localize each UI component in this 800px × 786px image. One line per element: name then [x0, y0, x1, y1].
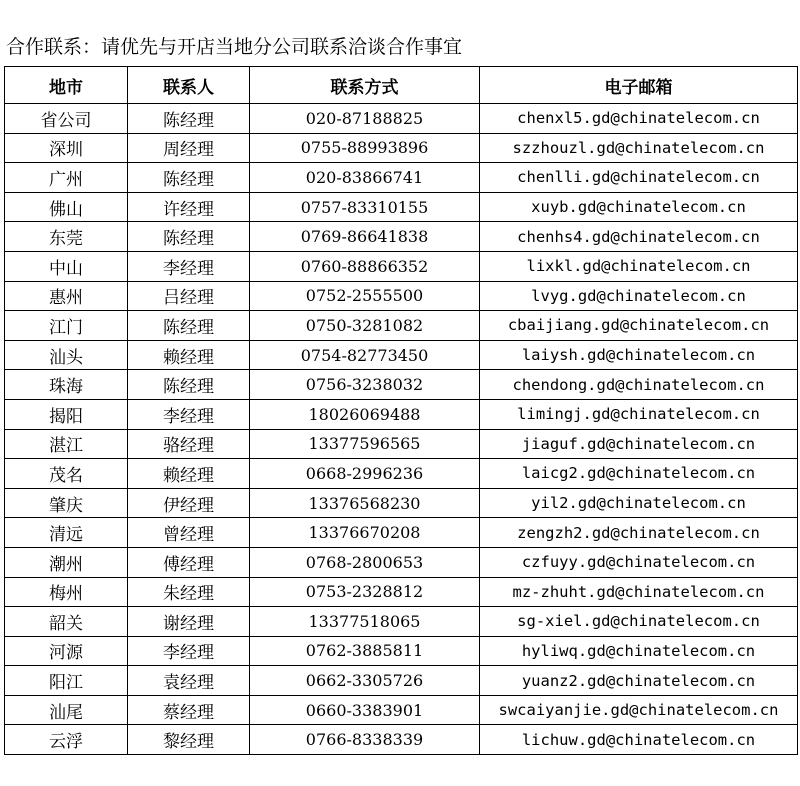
table-row: [5, 607, 798, 637]
header-city: 地市: [5, 67, 128, 104]
phone-cell: 0762-3885811: [250, 636, 480, 666]
email-cell: laicg2.gd@chinatelecom.cn: [480, 459, 798, 489]
email-cell: czfuyy.gd@chinatelecom.cn: [480, 547, 798, 577]
phone-cell: 0766-8338339: [250, 725, 480, 755]
table-row: [5, 192, 798, 222]
table-row: [5, 518, 798, 548]
phone-cell: 13377596565: [250, 429, 480, 459]
phone-cell: 0753-2328812: [250, 577, 480, 607]
phone-cell: 0752-2555500: [250, 281, 480, 311]
table-row: [5, 104, 798, 134]
city-cell: 省公司: [5, 104, 128, 134]
contact-person-cell: 傅经理: [128, 547, 250, 577]
header-email: 电子邮箱: [480, 67, 798, 104]
contact-person-cell: 陈经理: [128, 311, 250, 341]
phone-cell: 0756-3238032: [250, 370, 480, 400]
table-row: [5, 429, 798, 459]
phone-cell: 13376670208: [250, 518, 480, 548]
phone-cell: 0754-82773450: [250, 340, 480, 370]
table-row: [5, 281, 798, 311]
city-cell: 云浮: [5, 725, 128, 755]
phone-cell: 18026069488: [250, 399, 480, 429]
table-row: [5, 666, 798, 696]
city-cell: 中山: [5, 251, 128, 281]
page-title: 合作联系：请优先与开店当地分公司联系洽谈合作事宜: [6, 36, 463, 58]
phone-cell: 0760-88866352: [250, 251, 480, 281]
contact-person-cell: 周经理: [128, 133, 250, 163]
city-cell: 韶关: [5, 607, 128, 637]
header-phone: 联系方式: [250, 67, 480, 104]
contact-person-cell: 伊经理: [128, 488, 250, 518]
contact-person-cell: 陈经理: [128, 104, 250, 134]
table-body: [5, 104, 798, 755]
table-row: [5, 370, 798, 400]
table-row: [5, 695, 798, 725]
email-cell: chenlli.gd@chinatelecom.cn: [480, 163, 798, 193]
email-cell: limingj.gd@chinatelecom.cn: [480, 399, 798, 429]
contact-person-cell: 赖经理: [128, 459, 250, 489]
table-row: [5, 577, 798, 607]
contact-person-cell: 袁经理: [128, 666, 250, 696]
email-cell: swcaiyanjie.gd@chinatelecom.cn: [480, 695, 798, 725]
email-cell: lvyg.gd@chinatelecom.cn: [480, 281, 798, 311]
table-row: [5, 725, 798, 755]
contact-person-cell: 李经理: [128, 251, 250, 281]
contact-person-cell: 谢经理: [128, 607, 250, 637]
contact-person-cell: 骆经理: [128, 429, 250, 459]
city-cell: 河源: [5, 636, 128, 666]
city-cell: 汕尾: [5, 695, 128, 725]
email-cell: sg-xiel.gd@chinatelecom.cn: [480, 607, 798, 637]
email-cell: jiaguf.gd@chinatelecom.cn: [480, 429, 798, 459]
email-cell: yil2.gd@chinatelecom.cn: [480, 488, 798, 518]
city-cell: 珠海: [5, 370, 128, 400]
city-cell: 潮州: [5, 547, 128, 577]
table-row: [5, 311, 798, 341]
city-cell: 汕头: [5, 340, 128, 370]
city-cell: 东莞: [5, 222, 128, 252]
phone-cell: 0662-3305726: [250, 666, 480, 696]
city-cell: 揭阳: [5, 399, 128, 429]
email-cell: hyliwq.gd@chinatelecom.cn: [480, 636, 798, 666]
contact-person-cell: 曾经理: [128, 518, 250, 548]
table-row: [5, 636, 798, 666]
contact-person-cell: 陈经理: [128, 163, 250, 193]
phone-cell: 0668-2996236: [250, 459, 480, 489]
contact-person-cell: 赖经理: [128, 340, 250, 370]
email-cell: laiysh.gd@chinatelecom.cn: [480, 340, 798, 370]
email-cell: lixkl.gd@chinatelecom.cn: [480, 251, 798, 281]
city-cell: 茂名: [5, 459, 128, 489]
city-cell: 广州: [5, 163, 128, 193]
city-cell: 惠州: [5, 281, 128, 311]
email-cell: szzhouzl.gd@chinatelecom.cn: [480, 133, 798, 163]
city-cell: 江门: [5, 311, 128, 341]
contact-person-cell: 黎经理: [128, 725, 250, 755]
header-contact-person: 联系人: [128, 67, 250, 104]
contact-person-cell: 吕经理: [128, 281, 250, 311]
phone-cell: 0769-86641838: [250, 222, 480, 252]
table-row: [5, 399, 798, 429]
city-cell: 湛江: [5, 429, 128, 459]
city-cell: 深圳: [5, 133, 128, 163]
table-row: [5, 459, 798, 489]
city-cell: 佛山: [5, 192, 128, 222]
phone-cell: 0755-88993896: [250, 133, 480, 163]
table-row: [5, 547, 798, 577]
email-cell: zengzh2.gd@chinatelecom.cn: [480, 518, 798, 548]
phone-cell: 13377518065: [250, 607, 480, 637]
email-cell: cbaijiang.gd@chinatelecom.cn: [480, 311, 798, 341]
phone-cell: 0768-2800653: [250, 547, 480, 577]
table-row: [5, 251, 798, 281]
table-header-row: [5, 67, 798, 104]
phone-cell: 0660-3383901: [250, 695, 480, 725]
phone-cell: 13376568230: [250, 488, 480, 518]
city-cell: 肇庆: [5, 488, 128, 518]
contact-person-cell: 李经理: [128, 636, 250, 666]
email-cell: yuanz2.gd@chinatelecom.cn: [480, 666, 798, 696]
contact-table: [4, 66, 798, 755]
table-row: [5, 488, 798, 518]
phone-cell: 020-87188825: [250, 104, 480, 134]
contact-person-cell: 蔡经理: [128, 695, 250, 725]
email-cell: chenxl5.gd@chinatelecom.cn: [480, 104, 798, 134]
city-cell: 清远: [5, 518, 128, 548]
contact-person-cell: 许经理: [128, 192, 250, 222]
email-cell: chenhs4.gd@chinatelecom.cn: [480, 222, 798, 252]
table-row: [5, 133, 798, 163]
city-cell: 梅州: [5, 577, 128, 607]
table-row: [5, 163, 798, 193]
contact-person-cell: 朱经理: [128, 577, 250, 607]
email-cell: mz-zhuht.gd@chinatelecom.cn: [480, 577, 798, 607]
contact-person-cell: 陈经理: [128, 370, 250, 400]
email-cell: xuyb.gd@chinatelecom.cn: [480, 192, 798, 222]
contact-person-cell: 李经理: [128, 399, 250, 429]
table-row: [5, 340, 798, 370]
table-row: [5, 222, 798, 252]
phone-cell: 0757-83310155: [250, 192, 480, 222]
email-cell: chendong.gd@chinatelecom.cn: [480, 370, 798, 400]
phone-cell: 020-83866741: [250, 163, 480, 193]
contact-person-cell: 陈经理: [128, 222, 250, 252]
phone-cell: 0750-3281082: [250, 311, 480, 341]
city-cell: 阳江: [5, 666, 128, 696]
email-cell: lichuw.gd@chinatelecom.cn: [480, 725, 798, 755]
